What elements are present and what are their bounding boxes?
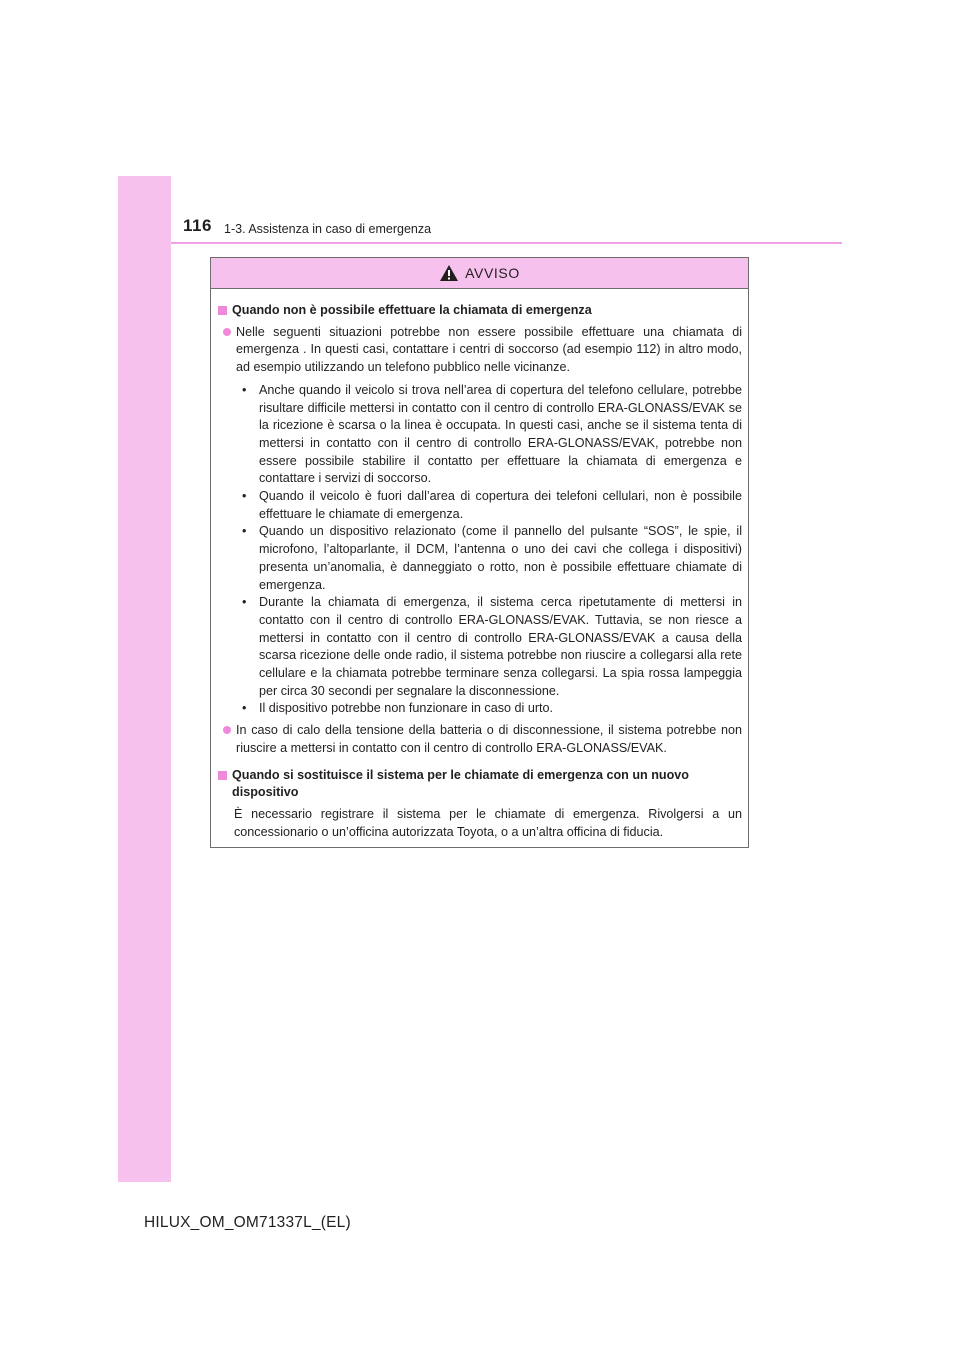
sub-list-item-text: Durante la chiamata di emergenza, il sistema cerca ripetutamente di mettersi in contatto con il centro di controllo ERA-GLONASS/EVAK. Tuttavia, se non riesce a mettersi in contatto con il centro di controllo ERA-GLONASS/EVAK a causa della scarsa ricezione delle onde radio, il sistema potrebbe non riuscire a collegarsi alla rete cellulare e la chiamata potrebbe terminare senza collegarsi. La spia rossa lampeggia per circa 30 secondi per segnalare la disconnessione. <box>259 595 742 698</box>
bullet-dot-icon: • <box>242 489 247 504</box>
section-heading <box>217 767 742 802</box>
square-bullet-icon <box>218 306 227 315</box>
bullet-dot-icon: • <box>242 595 247 610</box>
header-divider <box>171 242 842 244</box>
sub-list-item <box>242 382 742 488</box>
list-item-text: In caso di calo della tensione della batteria o di disconnessione, il sistema potrebbe non riuscire a mettersi in contatto con il centro di controllo ERA-GLONASS/EVAK. <box>236 723 742 755</box>
warning-content <box>211 289 748 841</box>
list-item <box>223 324 742 377</box>
section-heading-text: Quando non è possibile effettuare la chiamata di emergenza <box>232 303 592 317</box>
sub-list-item-text: Quando il veicolo è fuori dall’area di copertura dei telefoni cellulari, non è possibile effettuare le chiamate di emergenza. <box>259 489 742 521</box>
circle-bullet-icon <box>223 328 231 336</box>
bullet-dot-icon: • <box>242 524 247 539</box>
sub-list-item <box>242 700 742 718</box>
section-paragraph: È necessario registrare il sistema per le chiamate di emergenza. Rivolgersi a un concessionario o un’officina autorizzata Toyota, o a un’altra officina di fiducia. <box>234 806 742 839</box>
page-side-tab <box>118 176 171 1182</box>
sub-list-item-text: Anche quando il veicolo si trova nell’area di copertura del telefono cellulare, potrebbe risultare difficile mettersi in contatto con il centro di controllo ERA-GLONASS/EVAK se la ricezione è scarsa o la linea è occupata. In questi casi, anche se il sistema tenta di mettersi in contatto con il centro di controllo ERA-GLONASS/EVAK, potrebbe non essere possibile stabilire il contatto per effettuare la chiamata di emergenza e contattare i servizi di soccorso. <box>259 382 742 486</box>
list-item <box>223 722 742 757</box>
sub-list-item <box>242 523 742 594</box>
bullet-dot-icon: • <box>242 701 247 716</box>
bullet-dot-icon: • <box>242 382 247 397</box>
warning-box <box>210 257 749 848</box>
sub-list-item <box>242 594 742 700</box>
square-bullet-icon <box>218 771 227 780</box>
sub-list-item-text: Quando un dispositivo relazionato (come il pannello del pulsante “SOS”, le spie, il microfono, l’altoparlante, il DCM, l’antenna o uno dei cavi che collega i dispositivi) presenta un’anomalia, è danneggiato o rotto, non è possibile effettuare chiamate di emergenza. <box>259 524 742 592</box>
section-heading <box>217 302 742 320</box>
document-code: HILUX_OM_OM71337L_(EL) <box>144 1214 351 1231</box>
section-title: 1-3. Assistenza in caso di emergenza <box>224 222 432 236</box>
sub-list <box>242 382 742 718</box>
page-number: 116 <box>183 216 212 235</box>
warning-triangle-icon <box>439 264 459 282</box>
list-item-text: Nelle seguenti situazioni potrebbe non essere possibile effettuare una chiamata di emergenza . In questi casi, contattare i centri di soccorso (ad esempio 112) in altro modo, ad esempio utilizzando un telefono pubblico nelle vicinanze. <box>236 324 742 375</box>
warning-title: AVVISO <box>465 265 520 281</box>
section-heading-text: Quando si sostituisce il sistema per le chiamate di emergenza con un nuovo dispositivo <box>232 767 689 800</box>
sub-list-item <box>242 488 742 523</box>
circle-bullet-icon <box>223 726 231 734</box>
sub-list-item-text: Il dispositivo potrebbe non funzionare in caso di urto. <box>259 701 554 716</box>
warning-header <box>211 258 748 289</box>
